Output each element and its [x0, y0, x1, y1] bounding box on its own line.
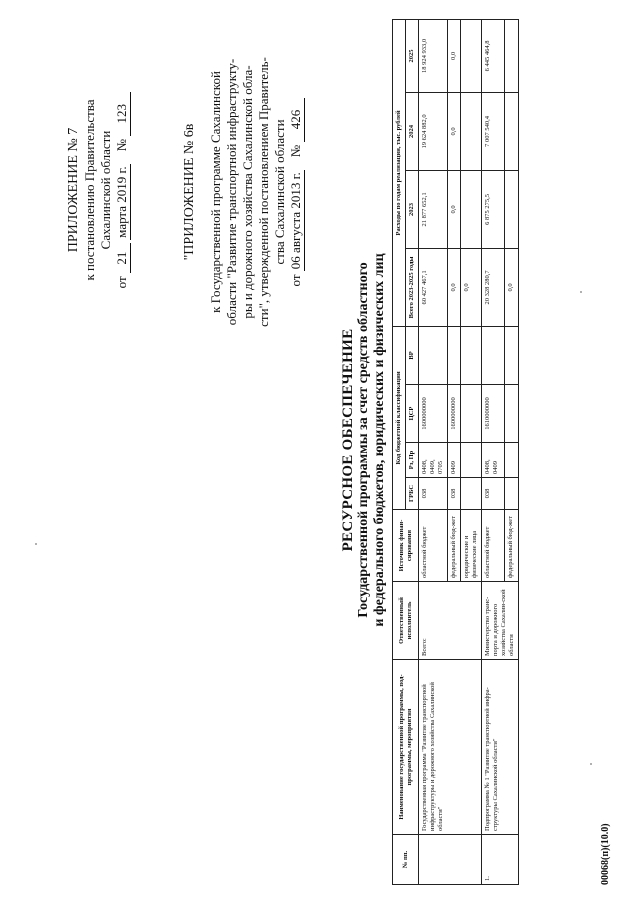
- cell-2023: 21 877 652,1: [419, 170, 448, 248]
- cell-csr: 1610000000: [482, 385, 505, 443]
- appendix-7-line2: Сахалинской области: [98, 130, 113, 250]
- scan-speck: [580, 291, 582, 293]
- number-sign: №: [114, 138, 129, 152]
- appendix-6b-number: 426: [288, 98, 305, 142]
- header-total: Всего 2023-2025 годы: [406, 248, 419, 326]
- cell-2025: 6 445 464,8: [482, 19, 505, 92]
- appendix-7-day: 21: [114, 243, 131, 273]
- cell-2025: 0,0: [448, 19, 461, 92]
- cell-vr: [482, 326, 505, 384]
- appendix-6b-line2: области "Развитие транспортной инфраструкту-: [224, 58, 239, 326]
- cell-grbs: [504, 478, 518, 510]
- cell-vr: [419, 326, 448, 384]
- cell-rzpr: [461, 443, 482, 478]
- header-2025: 2025: [406, 19, 419, 92]
- appendix-7-line1: к постановлению Правительства: [82, 99, 97, 281]
- cell-2023: [461, 170, 482, 248]
- cell-csr: 1600000000: [419, 385, 448, 443]
- cell-2025: 18 924 933,0: [419, 19, 448, 92]
- cell-grbs: [461, 478, 482, 510]
- document-heading: [340, 180, 388, 700]
- appendix-7-number: 123: [114, 92, 131, 136]
- cell-responsible: Всего:: [419, 582, 482, 660]
- cell-vr: [504, 326, 518, 384]
- cell-num: [419, 835, 482, 885]
- header-2024: 2024: [406, 92, 419, 170]
- cell-2024: [504, 92, 518, 170]
- from-label: от: [114, 276, 129, 289]
- cell-source: федеральный бюд-жет: [504, 510, 518, 582]
- header-vr: ВР: [406, 326, 419, 384]
- header-grbs: ГРБС: [406, 478, 419, 510]
- cell-vr: [461, 326, 482, 384]
- appendix-7-month-year: марта 2019 г.: [114, 166, 129, 238]
- cell-csr: 1600000000: [448, 385, 461, 443]
- appendix-6b-title: "ПРИЛОЖЕНИЕ № 6в: [182, 123, 197, 261]
- scan-speck: [590, 763, 592, 765]
- appendix-7-date-line: [114, 35, 131, 345]
- cell-2024: [461, 92, 482, 170]
- cell-csr: [461, 385, 482, 443]
- document-code: 00068(п)(10.0): [600, 823, 611, 885]
- resource-table: [392, 19, 519, 885]
- appendix-6b-line3: ры и дорожного хозяйства Сахалинской обла-: [240, 65, 255, 319]
- cell-2024: 0,0: [448, 92, 461, 170]
- cell-source: областной бюджет: [482, 510, 505, 582]
- cell-source: областной бюджет: [419, 510, 448, 582]
- cell-2025: [461, 19, 482, 92]
- heading-line1: РЕСУРСНОЕ ОБЕСПЕЧЕНИЕ: [340, 328, 356, 552]
- cell-grbs: 038: [419, 478, 448, 510]
- cell-total: 0,0: [461, 248, 482, 326]
- cell-grbs: 038: [448, 478, 461, 510]
- appendix-6b-block: [182, 27, 305, 357]
- header-csr: ЦСР: [406, 385, 419, 443]
- header-num: № пп.: [393, 835, 419, 885]
- cell-name: Государственная программа "Развитие транспортной инфраструктуры и дорожного хозяйства Сахалинской области": [419, 660, 482, 835]
- header-responsible: Ответственный исполнитель: [393, 582, 419, 660]
- appendix-6b-line4: сти", утвержденной постановлением Правитель-: [256, 57, 271, 327]
- cell-total: 0,0: [504, 248, 518, 326]
- cell-2024: 7 007 540,4: [482, 92, 505, 170]
- table-header-row: [393, 19, 406, 884]
- cell-2023: 0,0: [448, 170, 461, 248]
- appendix-7-title: ПРИЛОЖЕНИЕ № 7: [66, 127, 81, 253]
- appendix-6b-line5: ства Сахалинской области: [272, 119, 287, 265]
- cell-rzpr: [504, 443, 518, 478]
- heading-line3: и федерального бюджетов, юридических и физических лиц: [372, 253, 387, 627]
- appendix-6b-date: 06 августа 2013 г.: [288, 172, 303, 270]
- cell-source: юридические и физические лица: [461, 510, 482, 582]
- cell-csr: [504, 385, 518, 443]
- header-code-group: Код бюджетной классификации: [393, 326, 406, 509]
- cell-num: 1.: [482, 835, 519, 885]
- cell-responsible: Министерство транс-порта и дорожного хозяйства Сахалин-ской области: [482, 582, 519, 660]
- cell-total: 20 328 280,7: [482, 248, 505, 326]
- from-label: от: [288, 274, 303, 287]
- table-row: [419, 19, 448, 884]
- appendix-7-block: [66, 35, 131, 345]
- cell-total: 60 427 467,1: [419, 248, 448, 326]
- cell-total: 0,0: [448, 248, 461, 326]
- cell-vr: [448, 326, 461, 384]
- cell-2023: 6 875 275,5: [482, 170, 505, 248]
- cell-rzpr: 0408, 0409: [482, 443, 505, 478]
- header-2023: 2023: [406, 170, 419, 248]
- heading-line2: Государственной программы за счет средств областного: [356, 262, 371, 618]
- cell-2024: 19 624 882,0: [419, 92, 448, 170]
- table-row: [482, 19, 505, 884]
- appendix-6b-date-line: [288, 27, 305, 357]
- header-rzpr: Рз, Пр: [406, 443, 419, 478]
- cell-name: Подпрограмма № 1 "Развитие транспортной инфра-структуры Сахалинской области": [482, 660, 519, 835]
- header-source: Источник финан-сирования: [393, 510, 419, 582]
- cell-rzpr: 0409: [448, 443, 461, 478]
- number-sign: №: [288, 144, 303, 158]
- cell-2025: [504, 19, 518, 92]
- scan-speck: [35, 543, 37, 545]
- cell-source: федеральный бюд-жет: [448, 510, 461, 582]
- header-name: Наименование государственной программы, под-программы, мероприятия: [393, 660, 419, 835]
- appendix-6b-line1: к Государственной программе Сахалинской: [208, 71, 223, 313]
- cell-2023: [504, 170, 518, 248]
- cell-grbs: 038: [482, 478, 505, 510]
- cell-rzpr: 0408, 0409, 0705: [419, 443, 448, 478]
- header-expenses-group: Расходы по годам реализации, тыс. рублей: [393, 19, 406, 326]
